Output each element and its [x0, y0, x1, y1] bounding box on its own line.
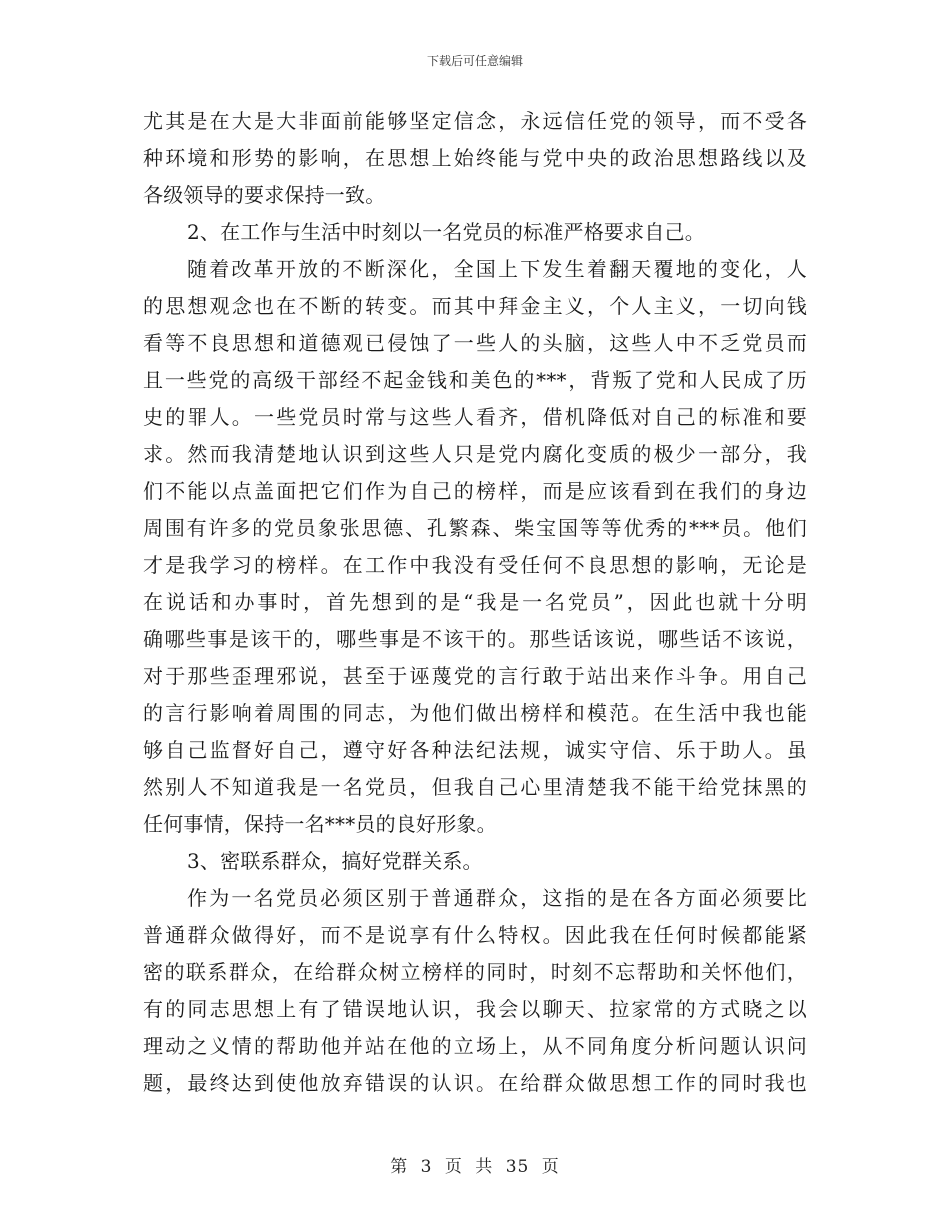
paragraph-line: 的言行影响着周围的同志，为他们做出榜样和模范。在生活中我也能 — [143, 701, 807, 725]
paragraph-line: 普通群众做得好，而不是说享有什么特权。因此我在任何时候都能紧 — [143, 923, 807, 947]
paragraph-line: 史的罪人。一些党员时常与这些人看齐，借机降低对自己的标准和要 — [143, 405, 807, 429]
document-body — [143, 103, 807, 1102]
section-heading: 2、在工作与生活中时刻以一名党员的标准严格要求自己。 — [187, 220, 705, 244]
paragraph-line: 周围有许多的党员象张思德、孔繁森、柴宝国等等优秀的***员。他们 — [143, 516, 807, 540]
paragraph-line: 各级领导的要求保持一致。 — [143, 183, 386, 207]
paragraph-line: 题，最终达到使他放弃错误的认识。在给群众做思想工作的同时我也 — [143, 1071, 807, 1095]
paragraph-line: 然别人不知道我是一名党员，但我自己心里清楚我不能干给党抹黑的 — [143, 775, 807, 799]
paragraph-line: 理动之义情的帮助他并站在他的立场上，从不同角度分析问题认识问 — [143, 1034, 807, 1058]
paragraph-line: 任何事情，保持一名***员的良好形象。 — [143, 812, 497, 836]
paragraph-line: 够自己监督好自己，遵守好各种法纪法规，诚实守信、乐于助人。虽 — [143, 738, 807, 762]
section-heading: 3、密联系群众，搞好党群关系。 — [187, 849, 483, 873]
paragraph-line: 确哪些事是该干的，哪些事是不该干的。那些话该说，哪些话不该说， — [143, 627, 807, 651]
paragraph-line: 们不能以点盖面把它们作为自己的榜样，而是应该看到在我们的身边 — [143, 479, 807, 503]
page-header-note: 下载后可任意编辑 — [426, 54, 523, 68]
paragraph-line: 随着改革开放的不断深化，全国上下发生着翻天覆地的变化，人 — [187, 257, 807, 281]
paragraph-line: 在说话和办事时，首先想到的是“我是一名党员”，因此也就十分明 — [143, 590, 807, 614]
paragraph-line: 尤其是在大是大非面前能够坚定信念，永远信任党的领导，而不受各 — [143, 109, 807, 133]
paragraph-line: 有的同志思想上有了错误地认识，我会以聊天、拉家常的方式晓之以 — [143, 997, 807, 1021]
paragraph-line: 对于那些歪理邪说，甚至于诬蔑党的言行敢于站出来作斗争。用自己 — [143, 664, 807, 688]
paragraph-line: 作为一名党员必须区别于普通群众，这指的是在各方面必须要比 — [187, 886, 807, 910]
paragraph-line: 看等不良思想和道德观已侵蚀了一些人的头脑，这些人中不乏党员而 — [143, 331, 807, 355]
paragraph-line: 密的联系群众，在给群众树立榜样的同时，时刻不忘帮助和关怀他们， — [143, 960, 807, 984]
paragraph-line: 求。然而我清楚地认识到这些人只是党内腐化变质的极少一部分，我 — [143, 442, 807, 466]
page-footer-number: 第 3 页 共 35 页 — [390, 1157, 560, 1177]
paragraph-line: 的思想观念也在不断的转变。而其中拜金主义，个人主义，一切向钱 — [143, 294, 807, 318]
paragraph-line: 且一些党的高级干部经不起金钱和美色的***，背叛了党和人民成了历 — [143, 368, 807, 392]
paragraph-line: 才是我学习的榜样。在工作中我没有受任何不良思想的影响，无论是 — [143, 553, 807, 577]
paragraph-line: 种环境和形势的影响，在思想上始终能与党中央的政治思想路线以及 — [143, 146, 807, 170]
